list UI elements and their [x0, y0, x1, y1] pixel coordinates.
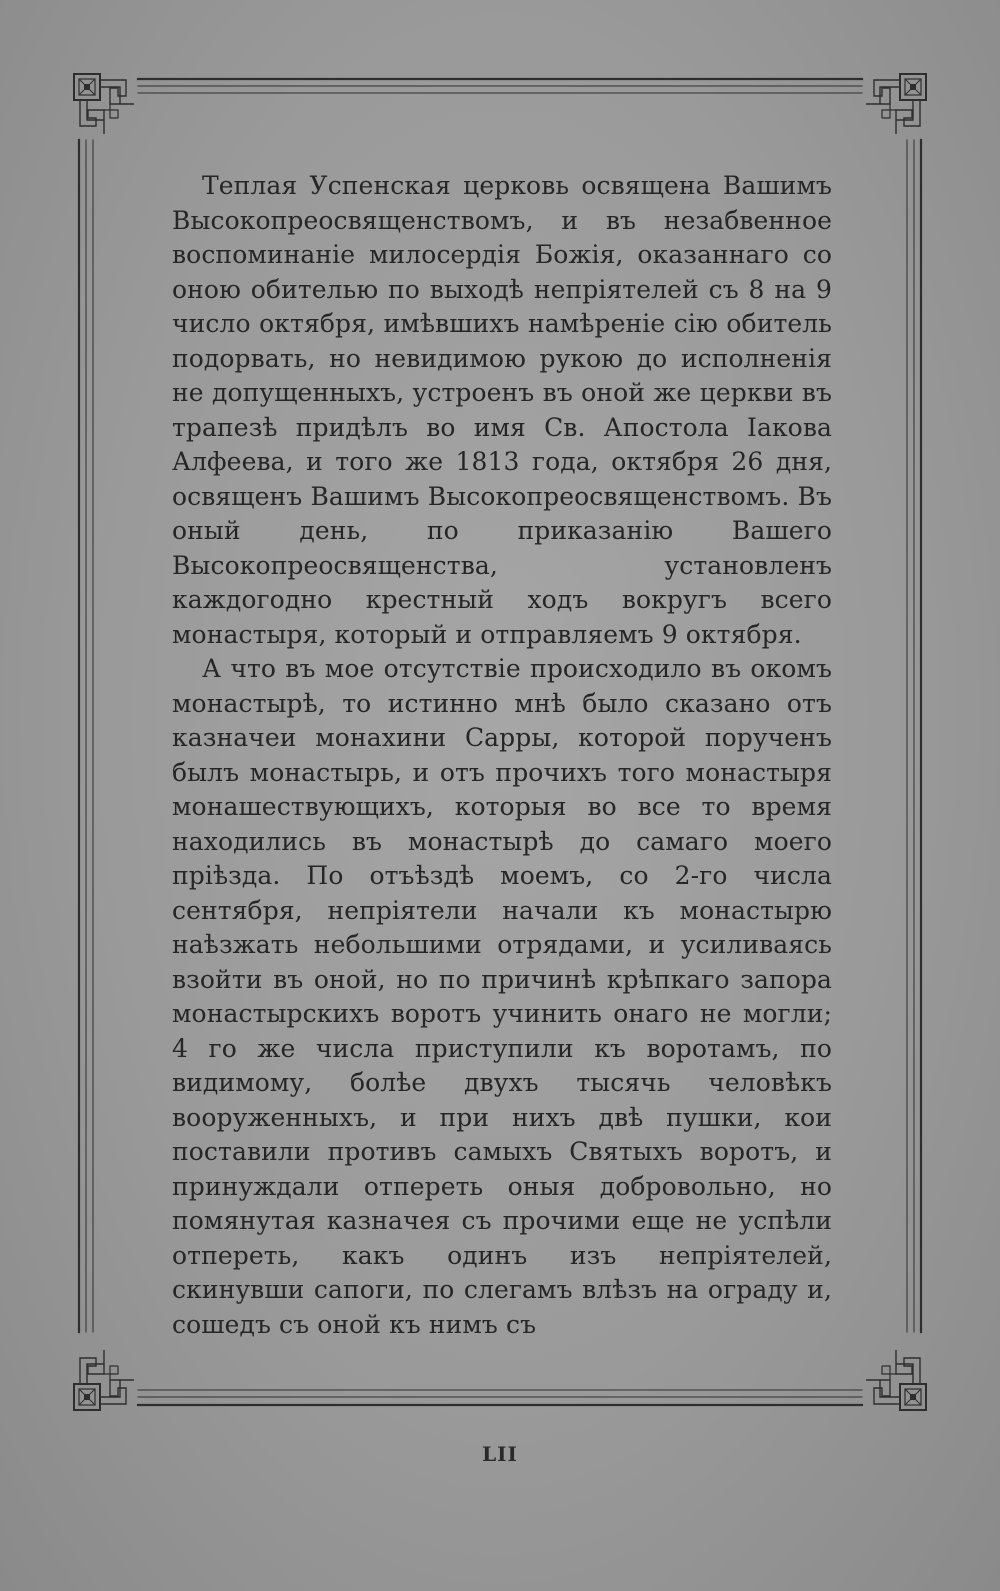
paragraph-1: Теплая Успенская церковь освящена Вашимъ Высокопреосвященствомъ, и въ незабвенное воспоминаніе милосердія Божія, оказаннаго со оною обителью по выходѣ непріятелей съ 8 на 9 число октября, имѣвшихъ намѣреніе сію обитель подорвать, но невидимою рукою до исполненія не допущенныхъ, устроенъ въ оной же церкви въ трапезѣ придѣлъ во имя Св. Апостола Іакова Алфеева, и того же 1813 года, октября 26 дня, освященъ Вашимъ Высокопреосвященствомъ. Въ оный день, по приказанію Вашего Высокопреосвященства, установленъ каждогодно крестный ходъ вокругъ всего монастыря, который и отправляемъ 9 октября.: [172, 171, 832, 649]
page-number: LII: [482, 1442, 518, 1466]
paragraph-2: А что въ мое отсутствіе происходило въ окомъ монастырѣ, то истинно мнѣ было сказано отъ казначеи монахини Сарры, которой порученъ былъ монастырь, и отъ прочихъ того монастыря монашествующихъ, которыя во все то время находились въ монастырѣ до самаго моего пріѣзда. По отъѣздѣ моемъ, со 2-го числа сентября, непріятели начали къ монастырю наѣзжать небольшими отрядами, и усиливаясь взойти въ оной, но по причинѣ крѣпкаго запора монастырскихъ воротъ учинить онаго не могли; 4 го же числа приступили къ воротамъ, по видимому, болѣе двухъ тысячь человѣкъ вооруженныхъ, и при нихъ двѣ пушки, кои поставили противъ самыхъ Святыхъ воротъ, и принуждали отпереть оныя добровольно, но помянутая казначея съ прочими еще не успѣли отпереть, какъ одинъ изъ непріятелей, скинувши сапоги, по слегамъ влѣзъ на ограду и, сошедъ съ оной къ нимъ съ: [172, 654, 832, 1339]
body-text: [172, 169, 832, 1342]
